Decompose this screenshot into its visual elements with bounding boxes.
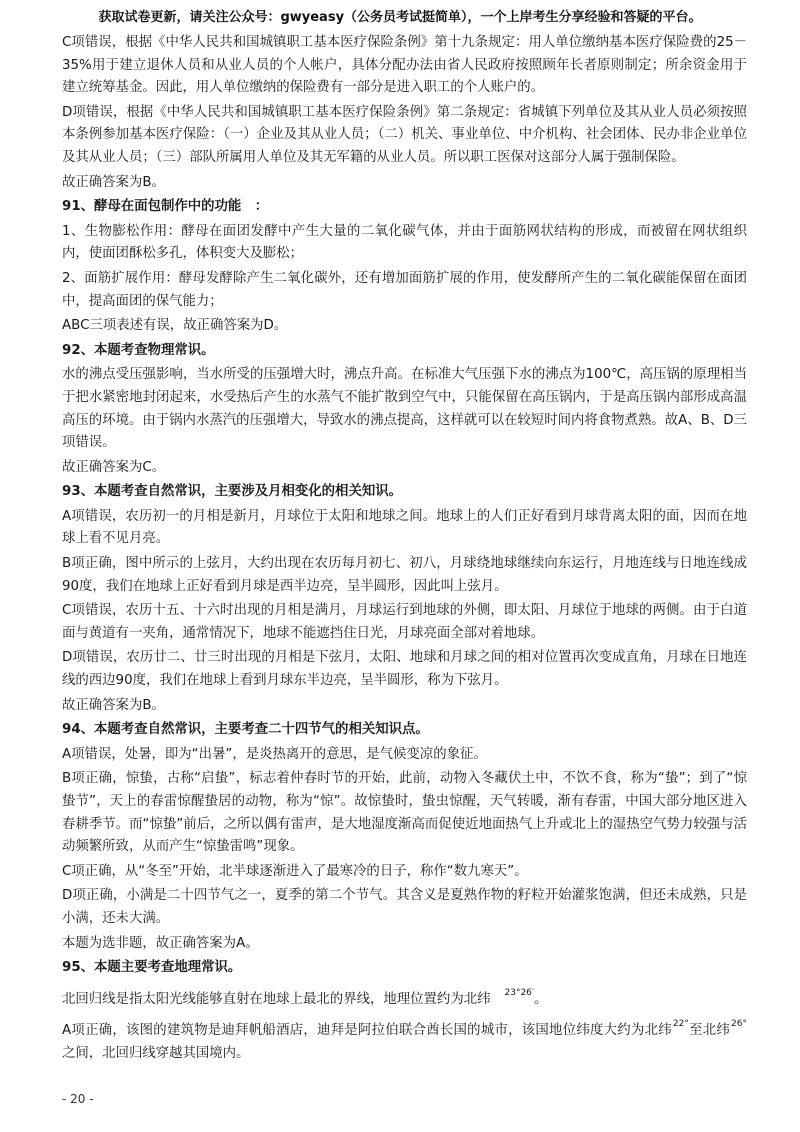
paragraph: 水的沸点受压强影响，当水所受的压强增大时，沸点升高。在标准大气压强下水的沸点为100℃，高压锅的原理相当于把水紧密地封闭起来，水受热后产生的水蒸气不能扩散到空气中，只能保留在高压锅内，于是高压锅内部形成高温高压的环境。由于锅内水蒸汽的压强增大，导致水的沸点提高，这样就可以在较短时间内将食物煮熟。故A、B、D三项错误。 — [62, 367, 747, 451]
latitude-value: 22° — [672, 1019, 689, 1030]
paragraph: 2、面筋扩展作用：酵母发酵除产生二氧化碳外，还有增加面筋扩展的作用，使发酵所产生的二氧化碳能保留在面团中，提高面团的保气能力； — [62, 270, 747, 309]
paragraph: B项正确，图中所示的上弦月，大约出现在农历每月初七、初八，月球绕地球继续向东运行，月地连线与日地连线成90度，我们在地球上正好看到月球是西半边亮，呈半圆形，因此叫上弦月。 — [62, 556, 747, 594]
paragraph: D项错误，农历廿二、廿三时出现的月相是下弦月，太阳、地球和月球之间的相对位置再次变成直角，月球在日地连线的西边90度，我们在地球上看到月球东半边亮，呈半圆形，称为下弦月。 — [62, 650, 747, 689]
paragraph: D项错误，根据《中华人民共和国城镇职工基本医疗保险条例》第二条规定：省城镇下列单位及其从业人员必须按照本条例参加基本医疗保险：（一）企业及其从业人员；（二）机关、事业单位、中介机构、社会团体、民办非企业单位及其从业人员；（三）部队所属用人单位及其无军籍的从业人员。所以职工医保对这部分人属于强制保险。 — [62, 104, 747, 165]
paragraph: 故正确答案为B。 — [62, 174, 165, 190]
paragraph: 故正确答案为C。 — [62, 459, 166, 475]
paragraph: C项错误，农历十五、十六时出现的月相是满月，月球运行到地球的外侧，即太阳、月球位于地球的两侧。由于白道面与黄道有一夹角，通常情况下，地球不能遮挡住日光，月球亮面全部对着地球。 — [62, 603, 747, 641]
paragraph: B项正确，惊蛰，古称“启蛰”，标志着仲春时节的开始，此前，动物入冬藏伏土中，不饮不食，称为“蛰”；到了“惊蛰节”，天上的春雷惊醒蛰居的动物，称为“惊”。故惊蛰时，蛰虫惊醒，天气转暖，渐有春雷，中国大部分地区进入春耕季节。而“惊蛰”前后，之所以偶有雷声，是大地湿度渐高而促使近地面热气上升或北上的湿热空气势力较强与活动频繁所致，从而产生“惊蛰雷鸣”现象。 — [62, 771, 747, 855]
paragraph: D项正确，小满是二十四节气之一，夏季的第二个节气。其含义是夏熟作物的籽粒开始灌浆饱满，但还未成熟，只是小满，还未大满。 — [62, 888, 747, 926]
latitude-value: 23°26′ — [504, 987, 534, 998]
para-part: A项正确，该图的建筑物是迪拜帆船酒店，迪拜是阿拉伯联合酋长国的城市，该国地位纬度大约为北纬 — [62, 1023, 672, 1039]
question-heading: 95、本题主要考查地理常识。 — [62, 960, 242, 976]
question-heading: 93、本题考查自然常识，主要涉及月相变化的相关知识。 — [62, 484, 403, 500]
tropic-end: 。 — [533, 991, 548, 1007]
latitude-value: 26° — [731, 1019, 747, 1030]
paragraph: A项错误，处暑，即为“出暑”，是炎热离开的意思，是气候变凉的象征。 — [62, 746, 487, 762]
paragraph: A项错误，农历初一的月相是新月，月球位于太阳和地球之间。地球上的人们正好看到月球背离太阳的面，因而在地球上看不见月亮。 — [62, 508, 747, 547]
question-heading: 91、酵母在面包制作中的功能 ： — [62, 199, 269, 215]
paragraph: 本题为选非题，故正确答案为A。 — [62, 935, 259, 951]
paragraph: ABC三项表述有误，故正确答案为D。 — [62, 318, 288, 334]
paragraph: C项错误，根据《中华人民共和国城镇职工基本医疗保险条例》第十九条规定：用人单位缴纳基本医疗保险费的25－35%用于建立退休人员和从业人员的个人帐户，具体分配办法由省人民政府按照顾年长者原则制定；所余资金用于建立统筹基金。因此，用人单位缴纳的保险费有一部分是进入职工的个人账户的。 — [62, 35, 747, 96]
paragraph: 故正确答案为B。 — [62, 697, 165, 713]
question-heading: 94、本题考查自然常识，主要考查二十四节气的相关知识点。 — [62, 722, 429, 738]
page-header: 获取试卷更新，请关注公众号：gwyeasy（公务员考试挺简单），一个上岸考生分享经验和答疑的平台。 — [98, 10, 702, 25]
page-number: - 20 - — [62, 1092, 94, 1106]
tropic-text: 北回归线是指太阳光线能够直射在地球上最北的界线，地理位置约为北纬 — [62, 991, 491, 1007]
paragraph: C项正确，从“冬至”开始，北半球逐渐进入了最寒冷的日子，称作“数九寒天”。 — [62, 863, 528, 879]
para-part: 至北纬 — [688, 1023, 731, 1039]
option-a-paragraph — [62, 1013, 747, 1065]
para-part: 之间，北回归线穿越其国境内。 — [62, 1045, 250, 1061]
tropic-paragraph — [62, 982, 747, 1012]
document-body — [62, 32, 747, 1068]
paragraph: 1、生物膨松作用：酵母在面团发酵中产生大量的二氧化碳气体，并由于面筋网状结构的形成，而被留在网状组织内，使面团酥松多孔，体积变大及膨松； — [62, 223, 747, 262]
question-heading: 92、本题考查物理常识。 — [62, 342, 215, 358]
